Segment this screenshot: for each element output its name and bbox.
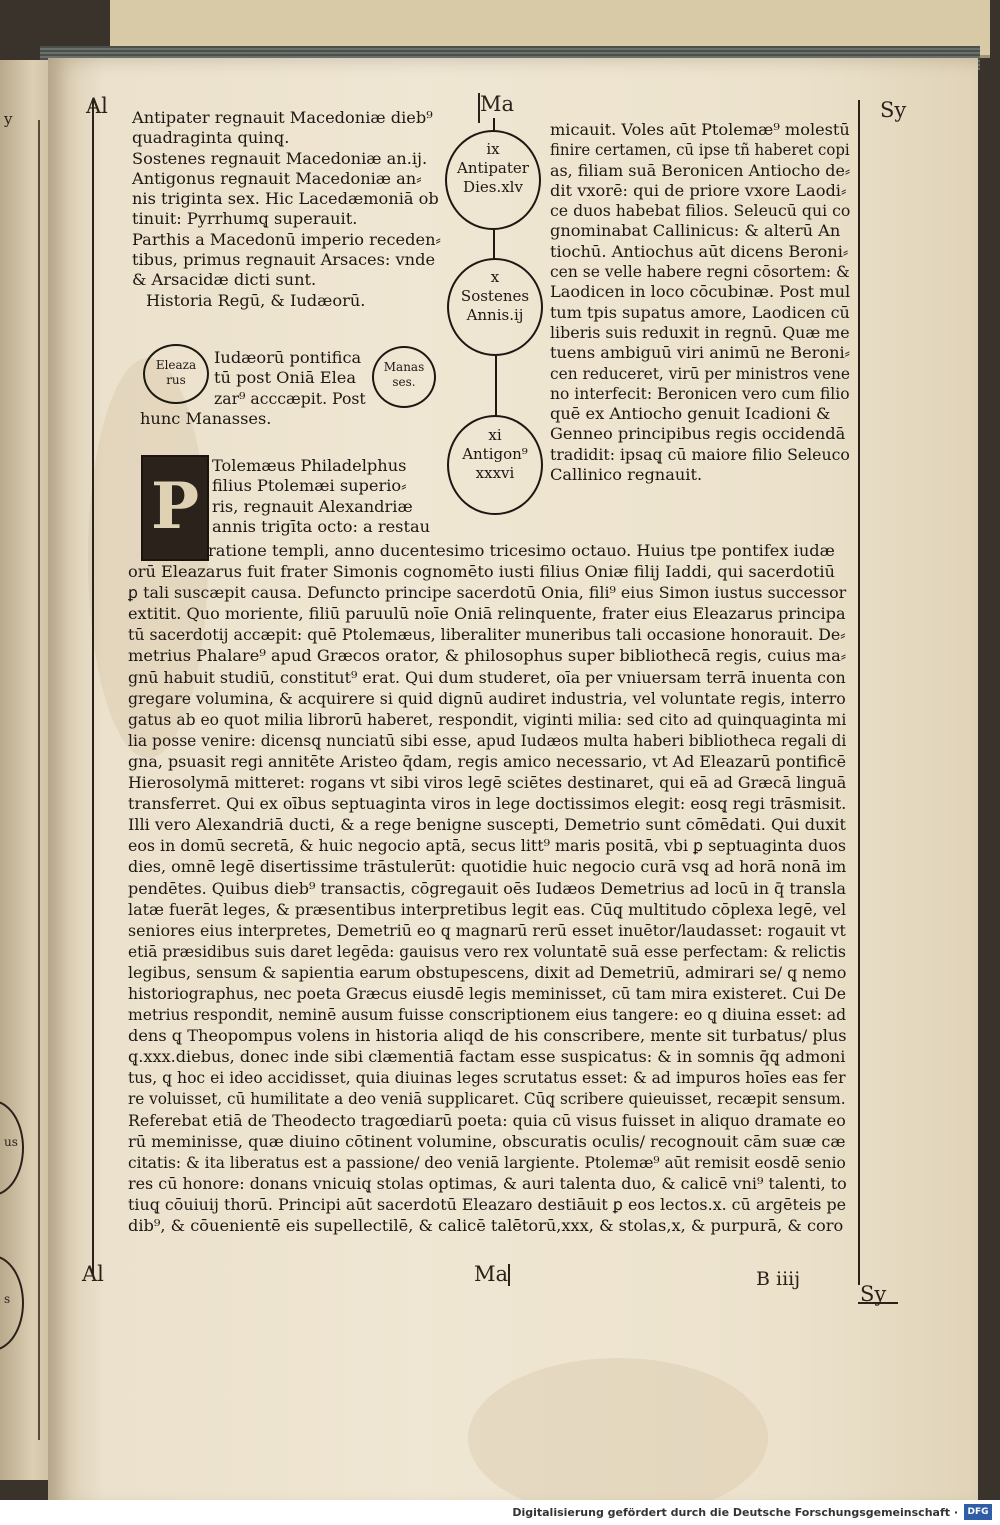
text-line: re voluisset, cū humilitate a deo veniā supplicaret. Cūq̨ scribere quieuisset, recæpit sensum. <box>128 1089 846 1109</box>
text-line: Historia Regū, & Iudæorū. <box>146 290 366 310</box>
text-line: dens q̨ Theopompus volens in historia aliqd de his conscribere, mente sit turbatus/ plus <box>128 1026 847 1046</box>
text-line: dies, omnē legē disertissime trāstulerūt: quotidie huic negocio curā vsq̨ ad horā nonā im <box>128 857 847 877</box>
text-line: Genneo principibus regis occidendā <box>550 424 846 444</box>
text-line: no interfecit: Beronicen vero cum filio <box>550 383 850 403</box>
text-line: transferret. Qui ex oībus septuaginta viros in lege doctissimos elegit: eosq̨ regi trāsmisit. <box>128 794 847 814</box>
text-line: gatus ab eo quot milia librorū haberet, respondit, viginti milia: sed cito ad quinquaginta mi <box>128 709 847 729</box>
text-line: orū Eleazarus fuit frater Simonis cognomēto iusti filius Oniæ filij Iaddi, qui sacerdotiū <box>128 562 835 582</box>
text-line: Laodicen in loco cōcubinæ. Post mul <box>550 282 851 302</box>
text-line: extitit. Quo moriente, filiū paruulū noīe Oniā relinquente, frater eius Eleazarus principa <box>128 604 846 624</box>
text-line: tuens ambiguū viri animū ne Beroni⸗ <box>550 343 851 363</box>
text-line: Referebat etiā de Theodecto tragœdiarū poeta: quia cū visus fuisset in aliquo dramate eo <box>128 1110 846 1130</box>
text-line: tradidit: ipsaq̨ cū maiore filio Seleuco <box>550 444 850 464</box>
medallion-antigonus <box>447 415 543 515</box>
medallion-sostenes <box>447 258 543 356</box>
text-line: nis triginta sex. Hic Lacedæmoniā ob <box>132 189 439 209</box>
text-line: ratione templi, anno ducentesimo tricesimo octauo. Huius tpe pontifex iudæ <box>208 541 835 560</box>
text-line: filius Ptolemæi superio⸗ <box>212 476 407 496</box>
funding-footer <box>0 1500 1000 1525</box>
left-page-fragment: us <box>4 1135 18 1149</box>
initial-paragraph <box>212 456 430 537</box>
text-line: ce duos habebat filios. Seleucū qui co <box>550 201 851 221</box>
text-line: cen reduceret, virū per ministros vene <box>550 363 851 383</box>
left-page-fragment: s <box>4 1292 11 1306</box>
decorated-initial: P <box>141 455 209 561</box>
text-line: lia posse venire: dicensq̨ nunciatū sibi esse, apud Iudæos multa haberi bibliotheca regali di <box>128 730 847 750</box>
paper-stain <box>468 1358 768 1518</box>
medallion-label: xxxvi <box>475 464 515 482</box>
text-line: liberis suis reduxit in regnū. Quæ me <box>550 322 850 342</box>
main-text <box>128 540 848 1236</box>
text-line: as, filiam suā Beronicen Antiocho de⸗ <box>550 160 851 180</box>
text-line: Tolemæus Philadelphus <box>212 456 407 475</box>
medallion-label: ses. <box>392 375 416 389</box>
text-line: gnominabat Callinicus: & alterū An <box>550 221 841 241</box>
medallion-antipater <box>445 130 541 230</box>
text-line: tus, q̨ hoc ei ideo accidisset, quia diuinas leges scrutatus esset: & ad impuros hoīes eas fer <box>128 1068 846 1088</box>
text-line: gna, psuasit regi annitēte Aristeo q̄dam, regis amico necessario, vt Ad Eleazarū pontificē <box>128 751 847 771</box>
text-line: legibus, sensum & sapientia earum obstupescens, dixit ad Demetriū, admirari se/ q̨ nemo <box>128 962 847 982</box>
text-line: tiochū. Antiochus aūt dicens Beroni⸗ <box>550 241 849 261</box>
text-line: Antigonus regnauit Macedoniæ an⸗ <box>132 168 422 188</box>
text-line: Antipater regnauit Macedoniæ dieb⁹ <box>132 108 433 127</box>
medallion-eleazarus <box>143 344 209 404</box>
chain-line <box>495 356 497 416</box>
left-page-fragment: y <box>4 110 13 128</box>
text-line: hunc Manasses. <box>140 409 272 428</box>
chain-line <box>493 230 495 260</box>
text-line: historiographus, nec poeta Græcus eiusdē legis meminisset, cū tam mira existeret. Cui De <box>128 983 846 1003</box>
medallion-label: xi <box>488 426 502 444</box>
text-line: rū meminisse, quæ diuino cōtinent volumine, obscuratis oculis/ recognouit cām suæ cæ <box>128 1131 846 1151</box>
text-line: dit vxorē: qui de priore vxore Laodi⸗ <box>550 180 847 200</box>
text-line: res cū honore: donans vnicuiq̨ stolas optimas, & auri talenta duo, & calicē vni⁹ talenti, to <box>128 1173 847 1193</box>
text-line: zar⁹ acccæpit. Post <box>214 388 366 408</box>
text-line: Callinico regnauit. <box>550 465 703 485</box>
text-line: micauit. Voles aūt Ptolemæ⁹ molestū <box>550 120 850 139</box>
footer-center: Ma <box>474 1262 509 1286</box>
medallion-label: ix <box>486 140 500 158</box>
text-line: Hierosolymā mitteret: rogans vt sibi viros legē sciētes destinaret, qui eā ad Græcā linguā <box>128 773 847 793</box>
text-line: Illi vero Alexandriā ducti, & a rege benigne suscepti, Demetrio sunt cōmēdati. Qui duxit <box>128 815 846 835</box>
text-line: latæ fuerāt leges, & præsentibus interpretibus legit eas. Cūq̨ multitudo cōplexa legē, vel <box>128 899 847 919</box>
text-line: seniores eius interpretes, Demetriū eo q̨ magnarū rerū esset inuētor/laudasset: rogauit vt <box>128 920 846 940</box>
text-line: ris, regnauit Alexandriæ <box>212 496 413 516</box>
left-column-text <box>132 108 441 311</box>
medallion-label: Annis.ij <box>466 306 524 324</box>
text-line: & Arsacidæ dicti sunt. <box>132 270 317 290</box>
right-column-text <box>550 120 876 485</box>
footer-left: Al <box>82 1262 104 1286</box>
header-center: Ma <box>480 92 515 116</box>
text-line: tiuq̨ cōuiuij thorū. Principi aūt sacerdotū Eleazaro destiāuit ꝑ eos lectos.x. cū argēteis pe <box>128 1194 847 1214</box>
signature-mark: B iiij <box>756 1268 801 1290</box>
text-line: Sostenes regnauit Macedoniæ an.ij. <box>132 148 428 168</box>
text-line: etiā præsidibus suis daret legēda: gauisus vero rex voluntatē suā esse perfectam: & relictis <box>128 941 846 961</box>
text-line: Parthis a Macedonū imperio receden⸗ <box>132 229 441 249</box>
medallion-label: Antipater <box>457 159 529 177</box>
center-rule-bottom <box>508 1264 510 1286</box>
dfg-logo: DFG <box>964 1504 992 1520</box>
text-line: dib⁹, & cōuenientē eis supellectilē, & calicē talētorū,xxx, & stolas,x, & purpurā, & coro <box>128 1216 844 1235</box>
eleazar-text <box>214 348 371 409</box>
footer-right: Sy <box>860 1282 887 1306</box>
text-line: annis trigīta octo: a restau <box>212 516 431 536</box>
medallion-label: Manas <box>383 360 425 374</box>
text-line: tibus, primus regnauit Arsaces: vnde <box>132 250 436 270</box>
text-line: Iudæorū pontifica <box>214 348 362 367</box>
text-line: quē ex Antiocho genuit Icadioni & <box>550 404 831 424</box>
eleazar-text-end <box>140 409 271 429</box>
header-right: Sy <box>880 98 907 122</box>
text-line: q̨.xxx.diebus, donec inde sibi clæmentiā factam esse suspicatus: & in somnis q̄q̨ admoni <box>128 1047 846 1067</box>
text-line: eos in domū secretā, & huic negocio aptā, secus litt⁹ maris positā, vbi ꝑ septuaginta duos <box>128 836 847 856</box>
text-line: tinuit: Pyrrhumq̨ superauit. <box>132 209 358 229</box>
text-line: tū post Oniā Elea <box>214 368 357 388</box>
header-left: Al <box>86 94 108 118</box>
text-line: tum tpis supatus amore, Laodicen cū <box>550 302 850 322</box>
text-line: ꝑ tali suscæpit causa. Defuncto principe sacerdotū Onia, fili⁹ eius Simon iustus successor <box>128 583 847 603</box>
left-page-rule <box>38 120 40 1440</box>
text-line: quadraginta quinq̨. <box>132 128 290 148</box>
text-line: gregare volumina, & acquirere si quid dignū audiret industria, vel voluntate regis, interro <box>128 688 846 708</box>
medallion-label: Sostenes <box>460 287 530 305</box>
funding-text: Digitalisierung gefördert durch die Deutsche Forschungsgemeinschaft · <box>512 1506 958 1519</box>
text-line: gnū habuit studiū, constitut⁹ erat. Qui dum studeret, oīa per vniuersam terrā inuenta con <box>128 667 846 687</box>
text-line: metrius respondit, neminē ausum fuisse conscriptionem eius tangere: eo q̨ diuina esset: ad <box>128 1005 847 1025</box>
text-line: citatis: & ita liberatus est a passione/ deo veniā largiente. Ptolemæ⁹ aūt remisit eosdē senio <box>128 1152 846 1172</box>
medallion-manasses <box>372 346 436 408</box>
text-line: metrius Phalare⁹ apud Græcos orator, & philosophus super bibliothecā regis, cuius ma⸗ <box>128 646 847 666</box>
medallion-label: Dies.xlv <box>463 178 523 196</box>
text-line: finire certamen, cū ipse tñ haberet copi <box>550 140 850 160</box>
medallion-label: rus <box>166 373 186 387</box>
medallion-label: Antigon⁹ <box>462 445 528 463</box>
medallion-label: x <box>490 268 500 286</box>
text-line: pendētes. Quibus dieb⁹ transactis, cōgregauit oēs Iudæos Demetrius ad locū in q̄ transla <box>128 878 847 898</box>
margin-rule-left <box>92 100 94 1275</box>
text-line: cen se velle habere regni cōsortem: & <box>550 262 850 282</box>
medallion-label: Eleaza <box>155 358 197 372</box>
text-line: tū sacerdotij accæpit: quē Ptolemæus, liberaliter muneribus tali occasione honorauit. De⸗ <box>128 625 846 645</box>
